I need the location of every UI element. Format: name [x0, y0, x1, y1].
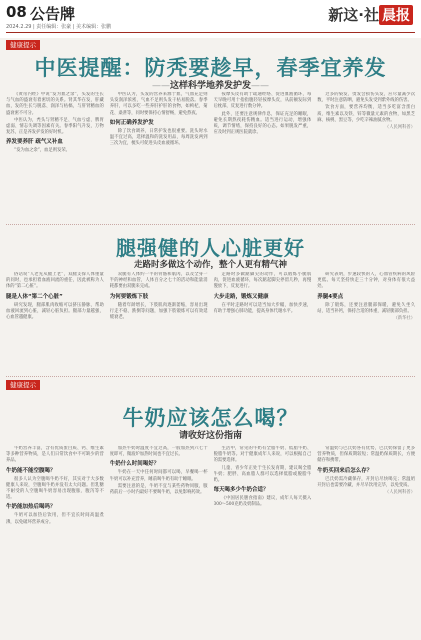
page-number: 08 [6, 3, 27, 21]
subheading: 为何要锻炼下肢 [109, 293, 149, 300]
article-subtitle-text: 这样科学地养发护发 [169, 81, 251, 91]
article-title: 牛奶应该怎么喝？ [122, 406, 299, 430]
source-credit: （新华社） [393, 316, 415, 322]
text-column [214, 272, 312, 374]
paragraph: 牛奶可以加热后饮用，但不宜长时间高温煮沸，以免破坏营养成分。 [6, 513, 104, 525]
article-subtitle: ——这样科学地养发护发—— [151, 81, 269, 91]
subheading: 牛奶什么时间喝好？ [109, 461, 160, 468]
paragraph: 需要注意的是，牛奶不宜与某些药物同服，服药前后一小时内最好不要喝牛奶，以免影响药效。 [109, 483, 208, 496]
article-title: 中医提醒：防秃要趁早，春季宜养发 [34, 56, 387, 80]
paragraph: 《黄帝内经》中说“发为血之余”，头发的生长与气血的盛衰有着密切的关系。肾其华在发，肝藏血，发的生长与脱落、润泽与枯槁，与肝肾精血的盛衰密不可分。 [6, 92, 104, 116]
text-column [110, 272, 208, 374]
source-credit: （人民网科普） [384, 490, 415, 496]
subheading: 养发要养肝 疏气又补血 [6, 139, 63, 146]
paragraph: 研究表明，步速较快的人，心血管疾病的风险更低。每天坚持快走三十分钟，对身体有很大益处。 [317, 272, 415, 290]
header-rule [6, 32, 415, 33]
subheading: 腿是人体“第二个心脏” [6, 293, 63, 300]
paragraph: 中医认为，秃头与肾精不足、气血亏虚、脾胃虚弱、情志失调等因素有关。春季阳气升发，万物复苏，正是养发护发的好时机。 [6, 117, 104, 136]
paragraph: 生活中，常见的牛奶有全脂牛奶、低脂牛奶、脱脂牛奶等。对于健康成年人来说，可以根据自己的需要选择。 [213, 446, 312, 464]
paragraph: 加热牛奶时温度不宜过高，一般加热到六七十度即可，微波炉加热时间也不宜过长。 [109, 446, 208, 458]
paragraph: 很多人认为空腹喝牛奶不好，其实对于大多数健康人来说，空腹喝牛奶并没有太大问题。但乳糖不耐受的人空腹喝牛奶容易出现腹胀、腹泻等不适。 [6, 476, 104, 501]
article-body [6, 446, 415, 634]
section-tag: 健康提示 [6, 380, 40, 390]
paragraph: 除了锻炼，还要注意腿部保暖，避免久坐久站，适当补钙，保持合适的体重，减轻腿部负担。 [317, 302, 415, 314]
paragraph: 牛奶营养丰富，含有优质蛋白质、钙、维生素等多种营养物质，是人们日常饮食中不可缺少的营养品。 [6, 446, 104, 464]
article-body [6, 272, 415, 374]
section-divider [6, 224, 415, 225]
subheading: 牛奶能加热后喝吗？ [6, 504, 56, 511]
article-body [6, 92, 415, 220]
paragraph: 双腿有人体约一半的骨骼和肌肉，以及全身一半的神经和血管，人体百分之七十的活动和能量消耗都要由双腿来完成。 [109, 272, 208, 290]
paragraph: 巴氏奶需冷藏保存，开封后尽快喝完；常温奶开封后也需要冷藏，并尽早饮用完毕，以免变质。 [317, 476, 415, 488]
subheading: 牛奶能不能空腹喝？ [6, 467, 56, 474]
subheading: 如何正确养发护发 [109, 119, 154, 126]
masthead [328, 4, 413, 25]
paragraph: 儿童、青少年正处于生长发育期，建议喝全脂牛奶；肥胖、高血脂人群可以选择低脂或脱脂牛奶。 [213, 465, 312, 484]
section-tag: 健康提示 [6, 40, 40, 50]
paragraph: 中医认为，头发的营养来源于血，气血充足则头发润泽浓密，气血不足则头发干枯易脱落。春季养肝，可以多吃一些养肝护肝的食物，如枸杞、菊花、桑葚等，同时要保持心情舒畅，避免熬夜。 [109, 92, 208, 116]
text-column [214, 446, 312, 634]
article-subtitle: 请收好这份指南 [178, 431, 242, 441]
paragraph: 此外，还要注意规律作息，保证充足的睡眠，避免长期熬夜耗伤精血。适当进行运动，增强体质，调节情绪，保持良好的心态。如果脱发严重，应及时到正规医院就诊。 [213, 111, 312, 136]
subheading: 养腿4要点 [317, 293, 344, 300]
source-credit: （人民网科普） [384, 125, 415, 131]
paragraph: 在平时走路时可以适当加大步幅，加快步速，有助于增强心肺功能，提高身体代谢水平。 [213, 302, 312, 314]
paragraph: 按摩头皮有助于疏通经络、促进血液循环，每天早晚可用十指指腹轻轻按摩头皮，从前额发际到后枕部，反复进行数分钟。 [213, 92, 312, 110]
masthead-text: 新这·社 [328, 6, 379, 24]
article-title: 腿强健的人心脏更好 [116, 236, 305, 260]
paragraph: 走路时多做踮脚尖的动作，可以锻炼小腿肌肉，促进血液循环，每次踮起脚尖停留几秒，再慢慢放下，反复进行。 [213, 272, 312, 290]
section-name: 公告牌 [30, 5, 76, 23]
paragraph: 俗话说“人老先从腿上老”，双腿支撑人体重量的同时，也承担着血液回流的重任，因此被称为人体的“第二心脏”。 [6, 272, 104, 290]
text-column [110, 92, 208, 220]
subheading: 牛奶买回来后怎么存？ [317, 467, 373, 474]
article-subtitle: 走路时多做这个动作，整个人更有精气神 [133, 260, 287, 270]
text-column [214, 92, 312, 220]
text-column [6, 446, 104, 634]
paragraph: “发为血之余”，血足则发荣。 [14, 148, 70, 154]
paragraph: 《中国居民膳食指南》建议，成年人每天摄入300～500克奶及奶制品。 [213, 496, 312, 508]
paragraph: 常温奶与巴氏奶各有优势，巴氏奶保留了更多营养物质，但保质期较短；常温奶保质期长，方便储存和携带。 [317, 446, 415, 464]
text-column [6, 92, 104, 220]
paragraph: 除了饮食调养，日常护发也很重要。洗头时水温不宜过高，选择温和的洗发用品，每周洗发两到三次为宜，梳头可促进头皮血液循环。 [109, 128, 208, 147]
subheading: 大步走路，锻炼又健康 [213, 293, 269, 300]
text-column [317, 92, 415, 220]
paragraph: 研究发现，腿部肌肉收缩可以挤压静脉，帮助血液回流到心脏，减轻心脏负担。腿部力量越强，心血管越健康。 [6, 302, 104, 321]
subheading: 每天喝多少牛奶合适？ [213, 487, 269, 494]
paragraph: 随着年龄增长，下肢肌肉逐渐萎缩，容易出现行走不稳、跌倒等问题，加强下肢锻炼可以有效延缓衰老。 [109, 302, 208, 321]
text-column [6, 272, 104, 374]
text-column [317, 272, 415, 374]
paragraph: 牛奶在一天中任何时间都可以喝，早餐喝一杯牛奶可以补充营养，睡前喝牛奶有助于睡眠。 [109, 470, 208, 482]
date-line: 2024.2.29 | 责任编辑：张豪 | 美术编辑：张鹏 [6, 24, 112, 30]
text-column [317, 446, 415, 634]
masthead-logo: 晨报 [379, 5, 413, 25]
paragraph: 饮食方面，要营养均衡，适当多吃富含蛋白质、维生素以及铁、锌等微量元素的食物，如黑芝麻、核桃、黑豆等，少吃辛辣油腻食物。 [317, 105, 415, 123]
paragraph: 过多的染发、烫发会损伤头发，应尽量减少次数，平时注意防晒，避免头发受到紫外线的伤害。 [317, 92, 415, 104]
text-column [110, 446, 208, 634]
section-divider [6, 376, 415, 377]
